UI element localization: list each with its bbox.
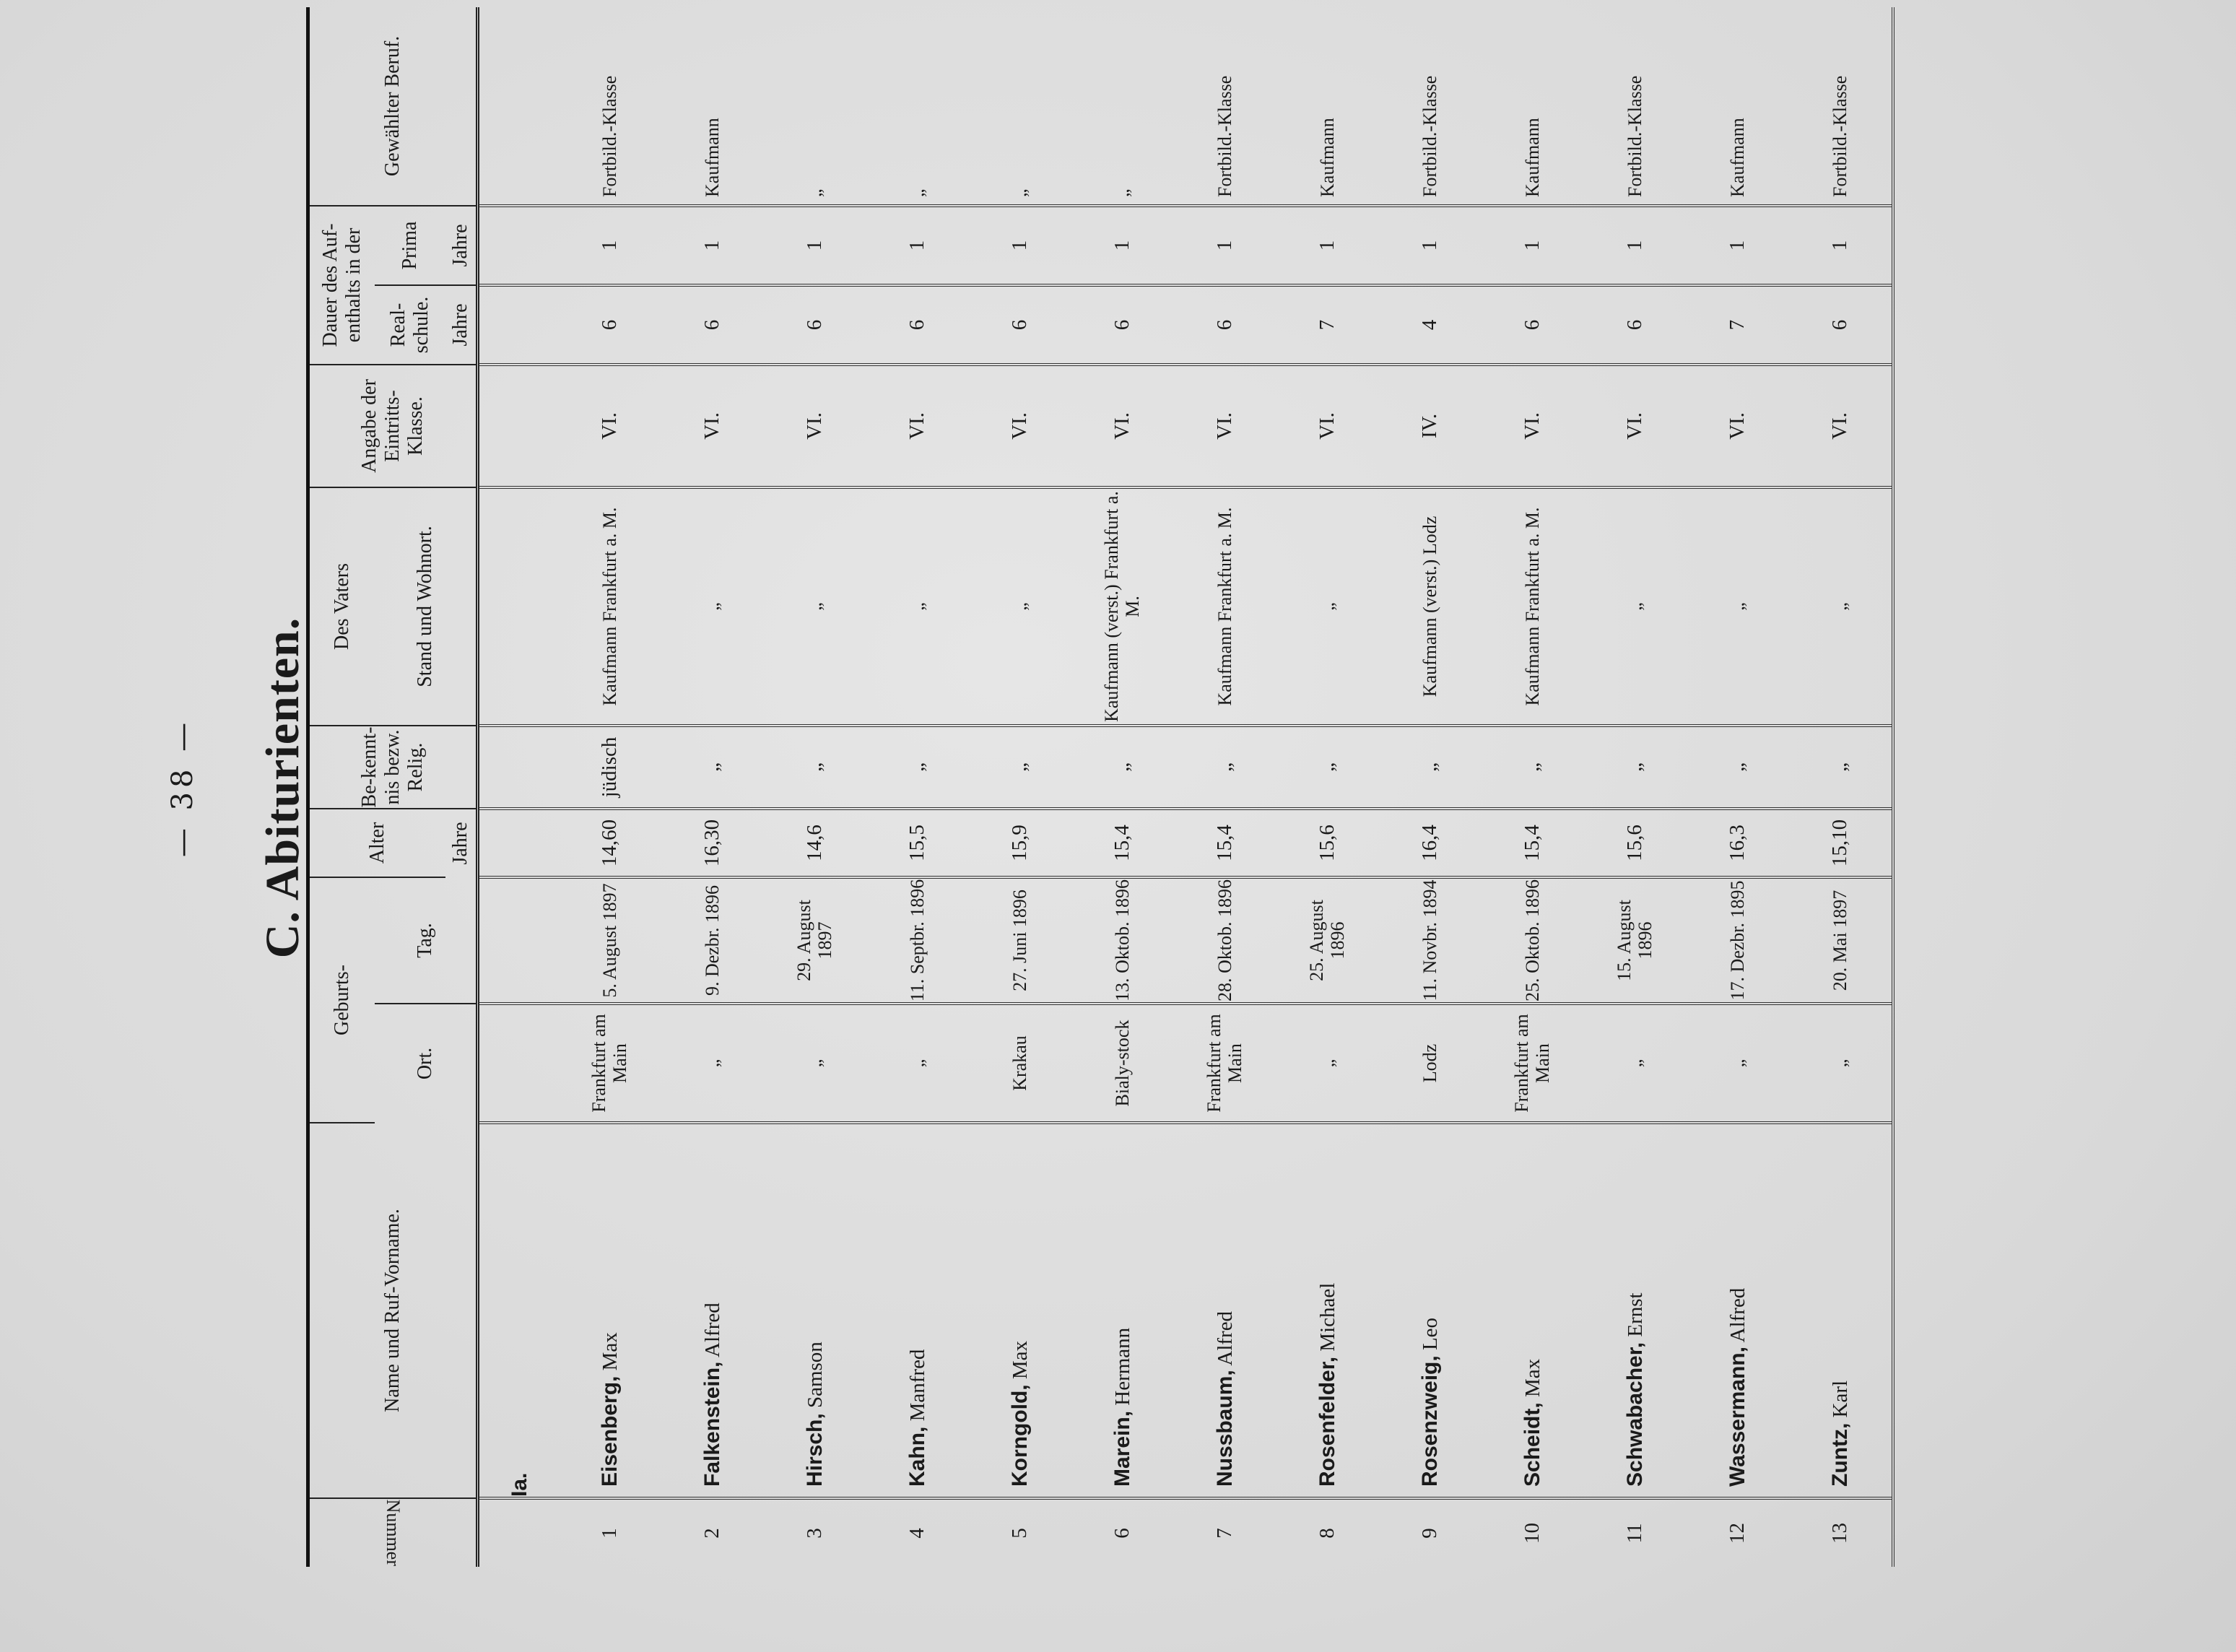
religion: „ — [1482, 726, 1584, 809]
row-number: 1 — [598, 1528, 622, 1539]
age: 15,4 — [1482, 809, 1584, 877]
chosen-career: „ — [866, 7, 969, 206]
birth-date: 15. August 1896 — [1584, 877, 1687, 1004]
birth-place: „ — [661, 1004, 764, 1123]
chosen-career: Fortbild.-Klasse — [1584, 7, 1687, 206]
header-eintritt: Angabe der Eintritts-Klasse. — [308, 365, 478, 487]
age: 15,4 — [1071, 809, 1174, 877]
entry-class: VI. — [1071, 365, 1174, 487]
years-realschule: 7 — [1687, 285, 1789, 365]
row-number: 13 — [1789, 1498, 1893, 1567]
years-prima: 1 — [661, 206, 764, 285]
age: 14,6 — [764, 809, 866, 877]
years-prima: 1 — [1789, 206, 1893, 285]
student-name: Korngold, Max — [969, 1123, 1071, 1498]
father-occupation: „ — [764, 487, 866, 726]
years-realschule: 6 — [866, 285, 969, 365]
age: 15,6 — [1276, 809, 1379, 877]
table-row — [1071, 7, 1174, 1567]
birth-date: 13. Oktob. 1896 — [1071, 877, 1174, 1004]
religion: „ — [661, 726, 764, 809]
student-name: Rosenfelder, Michael — [1276, 1123, 1379, 1498]
years-prima: 1 — [969, 206, 1071, 285]
birth-date: 9. Dezbr. 1896 — [661, 877, 764, 1004]
religion: „ — [1687, 726, 1789, 809]
age: 14,60 — [559, 809, 661, 877]
father-occupation: „ — [1789, 487, 1893, 726]
years-prima: 1 — [1584, 206, 1687, 285]
age: 16,3 — [1687, 809, 1789, 877]
student-name: Eisenberg, Max — [559, 1123, 661, 1498]
age: 15,6 — [1584, 809, 1687, 877]
religion: „ — [1071, 726, 1174, 809]
father-occupation: „ — [661, 487, 764, 726]
years-prima: 1 — [764, 206, 866, 285]
row-number: 11 — [1623, 1523, 1647, 1544]
years-prima: 1 — [1482, 206, 1584, 285]
father-occupation: Kaufmann (verst.) Lodz — [1379, 487, 1482, 726]
table-row — [764, 7, 866, 1567]
chosen-career: Fortbild.-Klasse — [1379, 7, 1482, 206]
class-label: Ia. — [478, 1123, 560, 1498]
student-name: Falkenstein, Alfred — [661, 1123, 764, 1498]
chosen-career: „ — [969, 7, 1071, 206]
religion: „ — [866, 726, 969, 809]
years-prima: 1 — [1174, 206, 1276, 285]
years-realschule: 6 — [559, 285, 661, 365]
years-realschule: 6 — [1482, 285, 1584, 365]
age: 15,4 — [1174, 809, 1276, 877]
header-beruf: Gewählter Beruf. — [308, 7, 478, 206]
years-realschule: 7 — [1276, 285, 1379, 365]
header-ort: Ort. — [375, 1004, 478, 1123]
religion: „ — [1379, 726, 1482, 809]
header-stand: Stand und Wohnort. — [375, 487, 478, 726]
birth-date: 20. Mai 1897 — [1789, 877, 1893, 1004]
row-number: 8 — [1315, 1528, 1339, 1539]
religion: „ — [1584, 726, 1687, 809]
row-number: 10 — [1521, 1523, 1544, 1544]
header-geburts: Geburts- — [308, 877, 375, 1123]
chosen-career: Fortbild.-Klasse — [1174, 7, 1276, 206]
table-row — [1174, 7, 1276, 1567]
father-occupation: „ — [1276, 487, 1379, 726]
header-tag: Tag. — [375, 877, 478, 1004]
birth-place: Frankfurt am Main — [559, 1004, 661, 1123]
entry-class: VI. — [764, 365, 866, 487]
birth-date: 11. Novbr. 1894 — [1379, 877, 1482, 1004]
header-alter: Alter — [308, 809, 445, 877]
entry-class: VI. — [559, 365, 661, 487]
printed-page — [75, 0, 2162, 1578]
father-occupation: Kaufmann Frankfurt a. M. — [559, 487, 661, 726]
years-realschule: 6 — [661, 285, 764, 365]
entry-class: VI. — [969, 365, 1071, 487]
birth-place: „ — [1789, 1004, 1893, 1123]
father-occupation: „ — [1584, 487, 1687, 726]
chosen-career: Kaufmann — [1276, 7, 1379, 206]
table-row — [969, 7, 1071, 1567]
header-alter-unit: Jahre — [445, 809, 478, 877]
section-heading: C. Abiturienten. — [256, 617, 309, 959]
entry-class: VI. — [1174, 365, 1276, 487]
birth-place: Frankfurt am Main — [1482, 1004, 1584, 1123]
student-name: Wassermann, Alfred — [1687, 1123, 1789, 1498]
years-prima: 1 — [1379, 206, 1482, 285]
father-occupation: Kaufmann Frankfurt a. M. — [1482, 487, 1584, 726]
birth-place: „ — [1276, 1004, 1379, 1123]
row-number: 5 — [1008, 1528, 1032, 1539]
student-name: Rosenzweig, Leo — [1379, 1123, 1482, 1498]
birth-place: Frankfurt am Main — [1174, 1004, 1276, 1123]
entry-class: VI. — [866, 365, 969, 487]
birth-date: 11. Septbr. 1896 — [866, 877, 969, 1004]
birth-date: 25. August 1896 — [1276, 877, 1379, 1004]
religion: „ — [1789, 726, 1893, 809]
row-number: 9 — [1418, 1528, 1442, 1539]
table-row — [1584, 7, 1687, 1567]
table-row — [866, 7, 969, 1567]
age: 15,10 — [1789, 809, 1893, 877]
birth-place: „ — [1584, 1004, 1687, 1123]
row-number: 4 — [905, 1528, 929, 1539]
entry-class: VI. — [1789, 365, 1893, 487]
religion: „ — [969, 726, 1071, 809]
student-name: Hirsch, Samson — [764, 1123, 866, 1498]
years-realschule: 6 — [1584, 285, 1687, 365]
age: 16,4 — [1379, 809, 1482, 877]
student-name: Marein, Hermann — [1071, 1123, 1174, 1498]
years-realschule: 6 — [1071, 285, 1174, 365]
header-dauer: Dauer des Auf-enthalts in der — [308, 206, 375, 365]
entry-class: VI. — [1687, 365, 1789, 487]
header-prima: Prima — [375, 206, 445, 285]
religion: jüdisch — [559, 726, 661, 809]
row-number: 12 — [1726, 1523, 1749, 1544]
years-prima: 1 — [1276, 206, 1379, 285]
age: 15,5 — [866, 809, 969, 877]
table-row — [1789, 7, 1893, 1567]
years-prima: 1 — [1071, 206, 1174, 285]
years-realschule: 6 — [764, 285, 866, 365]
header-prima-unit: Jahre — [445, 206, 478, 285]
birth-place: Lodz — [1379, 1004, 1482, 1123]
chosen-career: „ — [1071, 7, 1174, 206]
years-prima: 1 — [559, 206, 661, 285]
header-real-unit: Jahre — [445, 285, 478, 365]
birth-date: 17. Dezbr. 1895 — [1687, 877, 1789, 1004]
father-occupation: „ — [866, 487, 969, 726]
table-row — [661, 7, 764, 1567]
birth-date: 27. Juni 1896 — [969, 877, 1071, 1004]
age: 15,9 — [969, 809, 1071, 877]
header-bekenntnis: Be-kennt-nis bezw. Relig. — [308, 726, 478, 809]
row-number: 2 — [700, 1528, 724, 1539]
chosen-career: Kaufmann — [1687, 7, 1789, 206]
entry-class: VI. — [1276, 365, 1379, 487]
chosen-career: Kaufmann — [1482, 7, 1584, 206]
entry-class: VI. — [661, 365, 764, 487]
birth-place: Krakau — [969, 1004, 1071, 1123]
student-name: Scheidt, Max — [1482, 1123, 1584, 1498]
header-realschule: Real-schule. — [375, 285, 445, 365]
page-number: — 38 — — [166, 718, 199, 858]
birth-date: 28. Oktob. 1896 — [1174, 877, 1276, 1004]
student-name: Schwabacher, Ernst — [1584, 1123, 1687, 1498]
header-vater: Des Vaters — [308, 487, 375, 726]
entry-class: VI. — [1584, 365, 1687, 487]
father-occupation: „ — [1687, 487, 1789, 726]
chosen-career: Kaufmann — [661, 7, 764, 206]
father-occupation: Kaufmann (verst.) Frankfurt a. M. — [1071, 487, 1174, 726]
religion: „ — [1276, 726, 1379, 809]
years-realschule: 6 — [969, 285, 1071, 365]
row-number: 6 — [1110, 1528, 1134, 1539]
chosen-career: „ — [764, 7, 866, 206]
birth-place: „ — [764, 1004, 866, 1123]
years-prima: 1 — [866, 206, 969, 285]
father-occupation: Kaufmann Frankfurt a. M. — [1174, 487, 1276, 726]
birth-date: 25. Oktob. 1896 — [1482, 877, 1584, 1004]
abiturienten-table — [306, 7, 1894, 1567]
row-number: 3 — [803, 1528, 827, 1539]
header-name: Name und Ruf-Vorname. — [308, 1123, 478, 1498]
years-prima: 1 — [1687, 206, 1789, 285]
years-realschule: 6 — [1789, 285, 1893, 365]
religion: „ — [764, 726, 866, 809]
entry-class: VI. — [1482, 365, 1584, 487]
student-name: Kahn, Manfred — [866, 1123, 969, 1498]
table-row — [559, 7, 661, 1567]
years-realschule: 6 — [1174, 285, 1276, 365]
student-name: Zuntz, Karl — [1789, 1123, 1893, 1498]
age: 16,30 — [661, 809, 764, 877]
row-number: 7 — [1213, 1528, 1237, 1539]
header-nummer: Nummer — [308, 1498, 478, 1567]
table-row — [1379, 7, 1482, 1567]
entry-class: IV. — [1379, 365, 1482, 487]
table-row — [1482, 7, 1584, 1567]
table-row — [1276, 7, 1379, 1567]
table-row — [1687, 7, 1789, 1567]
chosen-career: Fortbild.-Klasse — [1789, 7, 1893, 206]
student-name: Nussbaum, Alfred — [1174, 1123, 1276, 1498]
chosen-career: Fortbild.-Klasse — [559, 7, 661, 206]
birth-date: 5. August 1897 — [559, 877, 661, 1004]
years-realschule: 4 — [1379, 285, 1482, 365]
religion: „ — [1174, 726, 1276, 809]
birth-place: „ — [866, 1004, 969, 1123]
father-occupation: „ — [969, 487, 1071, 726]
birth-place: „ — [1687, 1004, 1789, 1123]
birth-place: Bialy-stock — [1071, 1004, 1174, 1123]
birth-date: 29. August 1897 — [764, 877, 866, 1004]
